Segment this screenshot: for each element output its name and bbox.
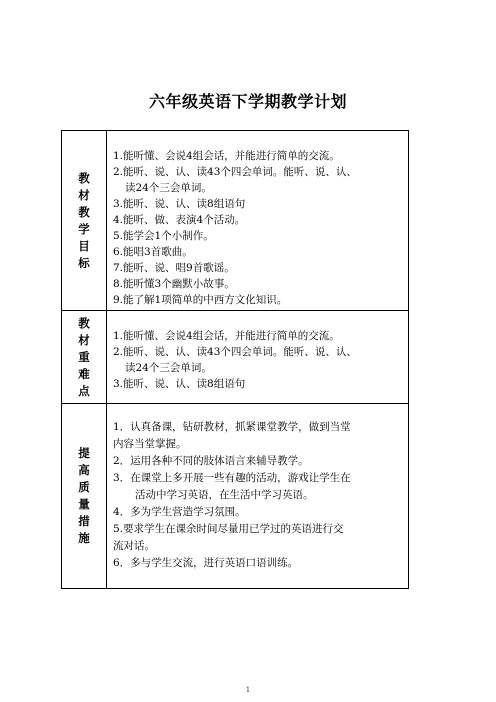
content-line: 5.要求学生在课余时间尽量用已学过的英语进行交: [113, 523, 344, 535]
content-line: 4.能听、做、表演4个活动。: [113, 214, 246, 226]
content-line: 7.能听、说、唱9首歌谣。: [113, 262, 235, 274]
row-label: 提高质量措施: [78, 446, 90, 545]
row-label-cell: [62, 311, 107, 404]
row-label-cell: [62, 131, 107, 311]
row-content-cell: [107, 404, 409, 589]
content-line: 读24个三会单词。: [125, 182, 212, 194]
table-row-quality-measures: [62, 404, 409, 589]
content-line: 1．认真备课，钻研教材，抓紧课堂教学，做到当堂: [113, 421, 351, 433]
content-line: 6.能唱3首歌曲。: [113, 246, 193, 258]
content-line: 1.能听懂、会说4组会话，并能进行简单的交流。: [113, 330, 340, 342]
table-row-key-difficulties: [62, 311, 409, 404]
content-line: 9.能了解1项简单的中西方文化知识。: [113, 294, 288, 306]
content-line: 读24个三会单词。: [125, 362, 212, 374]
content-line: 活动中学习英语，在生活中学习英语。: [135, 489, 314, 501]
page-title: 六年级英语下学期教学计划: [148, 92, 347, 111]
content-line: 3.能听、说、认、读8组语句: [113, 198, 246, 210]
table-row-teaching-goals: [62, 131, 409, 311]
row-content-cell: [107, 131, 409, 311]
content-line: 内容当堂掌握。: [113, 438, 187, 450]
content-line: 5.能学会1个小制作。: [113, 230, 214, 242]
row-label: 教材教学目标: [78, 170, 90, 270]
content-line: 3．在课堂上多开展一些有趣的活动，游戏让学生在: [113, 472, 351, 484]
page-number: 1: [245, 686, 251, 694]
content-line: 4．多为学生营造学习氛围。: [113, 506, 246, 518]
plan-table: [61, 130, 409, 589]
content-line: 2.能听、说、认、读43个四会单词。能听、说、认、: [113, 346, 357, 358]
row-label-cell: [62, 404, 107, 589]
content-line: 3.能听、说、认、读8组语句: [113, 378, 246, 390]
content-line: 1.能听懂、会说4组会话，并能进行简单的交流。: [113, 150, 340, 162]
row-label: 教材重难点: [78, 315, 90, 398]
content-line: 6．多与学生交流，进行英语口语训练。: [113, 557, 299, 569]
content-line: 8.能听懂3个幽默小故事。: [113, 278, 235, 290]
content-line: 流对话。: [113, 540, 155, 552]
row-content-cell: [107, 311, 409, 404]
content-line: 2．运用各种不同的肢体语言来辅导教学。: [113, 455, 309, 467]
content-line: 2.能听、说、认、读43个四会单词。能听、说、认、: [113, 166, 357, 178]
